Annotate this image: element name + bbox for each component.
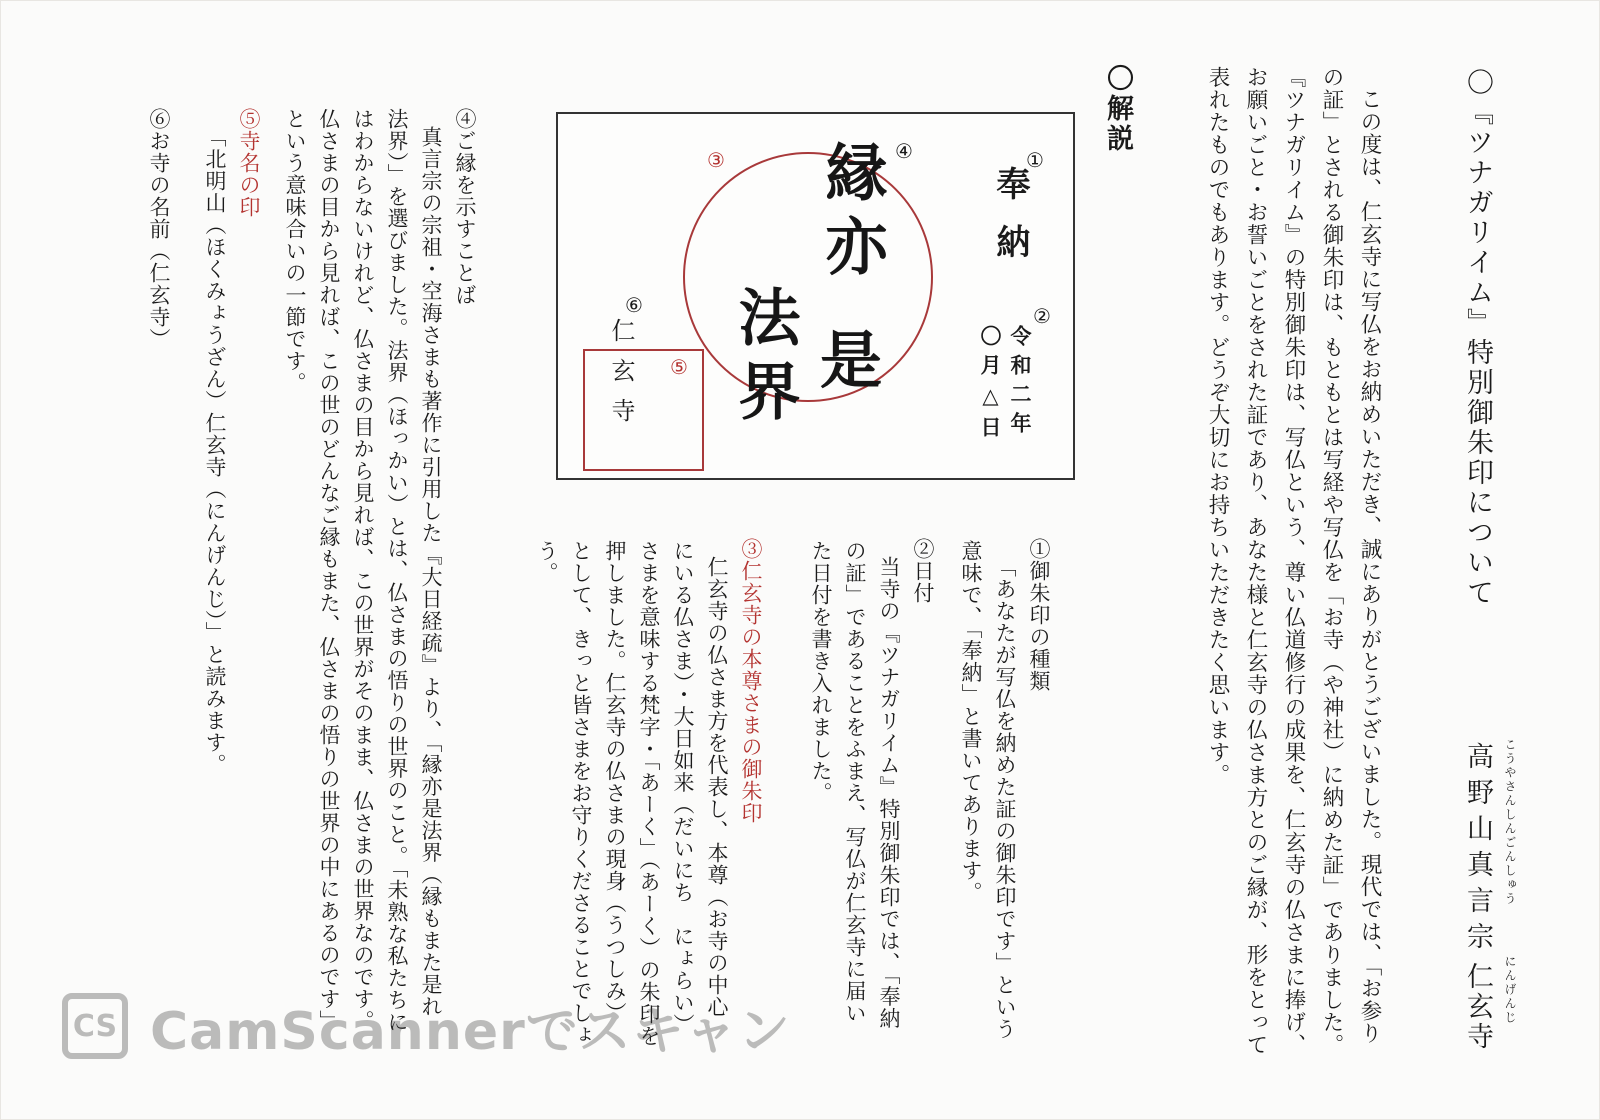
note-2-heading: ②日付 (911, 538, 935, 604)
note-2-line-1: 当寺の『ツナガリイム』特別御朱印では、「奉納 (877, 556, 901, 1030)
note-4-line-1: 真言宗の宗祖・空海さまも著作に引用した『大日経疏』より、「縁亦是法界（縁もまた是れ (419, 126, 443, 1018)
seal-date-era: 令和二年 (1008, 325, 1033, 441)
intro-line-1: この度は、仁玄寺に写仏をお納めいただき、誠にありがとうございました。現代では、「お参り (1357, 88, 1382, 1045)
note-5-heading: ⑤寺名の印 (237, 108, 261, 218)
temple-furigana: にんげんじ (1503, 955, 1517, 1025)
intro-line-2: の証」とされる御朱印は、もともとは写経や写仏を「お寺（や神社）に納めた証」でありました。 (1319, 66, 1344, 1056)
note-4-line-5: という意味合いの一節です。 (283, 108, 307, 394)
note-5-line-1: 「北明山（ほくみょうざん）仁玄寺（にんげんじ）」と読みます。 (203, 126, 227, 776)
marker-3: ③ (707, 148, 725, 172)
note-3-line-2: にいる仏さま）・大日如来（だいにち にょらい） (671, 540, 695, 1036)
temple-name: 仁玄寺 (1462, 962, 1493, 1052)
note-1-line-2: 意味で、「奉納」と書いてあります。 (959, 540, 983, 904)
seal-hono-text: 奉納 (990, 166, 1030, 282)
commentary-heading: 〇解説 (1102, 64, 1133, 154)
marker-6: ⑥ (625, 293, 643, 317)
note-4-line-3: はわからないけれど、仏さまの目から見れば、この世界がそのまま、仏さまの世界なのです。 (351, 108, 375, 1032)
note-3-line-5: として、きっと皆さまをお守りくださることでしょ (569, 540, 593, 1046)
phrase-hokkai: 法界 (728, 285, 801, 433)
marker-5: ⑤ (670, 355, 688, 379)
camscanner-watermark (62, 992, 791, 1060)
note-4-line-2: 法界）」を選びました。法界（ほっかい）とは、仏さまの悟りの世界のこと。「未熟な私たちに (385, 108, 409, 1033)
phrase-en-yaku: 縁亦 (815, 140, 888, 288)
intro-line-5: 表れたものでもあります。どうぞ大切にお持ちいただきたく思います。 (1205, 66, 1230, 786)
document-title: 〇『ツナガリイム』特別御朱印について (1462, 68, 1493, 608)
camscanner-logo-icon: CS (62, 993, 128, 1059)
note-2-line-2: の証」であることをふまえ、写仏が仁玄寺に届い (843, 540, 867, 1024)
honzon-seal-circle (683, 148, 933, 402)
note-3-line-4: 押しました。仁玄寺の仏さまの現身（うつしみ） (603, 540, 627, 1024)
note-1-heading: ①御朱印の種類 (1027, 538, 1051, 692)
sect-name: 高野山真言宗 (1462, 742, 1493, 958)
marker-2: ② (1033, 304, 1051, 328)
intro-line-3: 『ツナガリイム』の特別御朱印は、写仏という、尊い仏道修行の成果を、仁玄寺の仏さまに捧げ、 (1281, 66, 1306, 1056)
note-2-line-3: た日付を書き入れました。 (809, 540, 833, 804)
note-1-line-1: 「あなたが写仏を納めた証の御朱印です」という (993, 556, 1017, 1040)
seal-date-day: 〇月△日 (978, 325, 1003, 445)
sect-furigana: こうやさんしんごんしゅう (1503, 738, 1517, 906)
note-3-line-1: 仁玄寺の仏さま方を代表し、本尊（お寺の中心 (705, 556, 729, 1018)
note-3-line-6: う。 (535, 540, 559, 584)
marker-4: ④ (895, 139, 913, 163)
note-3-heading: ③仁玄寺の本尊さまの御朱印 (739, 538, 763, 824)
seal-temple-name: 仁玄寺 (607, 318, 635, 438)
note-4-heading: ④ご縁を示すことば (453, 108, 477, 306)
phrase-ze: 是 (820, 324, 883, 397)
marker-1: ① (1026, 148, 1044, 172)
note-3-line-3: さまを意味する梵字・「あーく」（あーく）の朱印を (637, 540, 661, 1047)
note-4-line-4: 仏さまの目から見れば、この世のどんなご縁もまた、仏さまの悟りの世界の中にあるのです」 (317, 108, 341, 1032)
intro-line-4: お願いごと・お誓いごとをされた証であり、あなた様と仁玄寺の仏さま方とのご縁が、形をとって (1243, 66, 1268, 1056)
note-6-heading: ⑥お寺の名前（仁玄寺） (147, 108, 171, 350)
camscanner-watermark-text: CamScannerでスキャン (150, 1001, 791, 1062)
